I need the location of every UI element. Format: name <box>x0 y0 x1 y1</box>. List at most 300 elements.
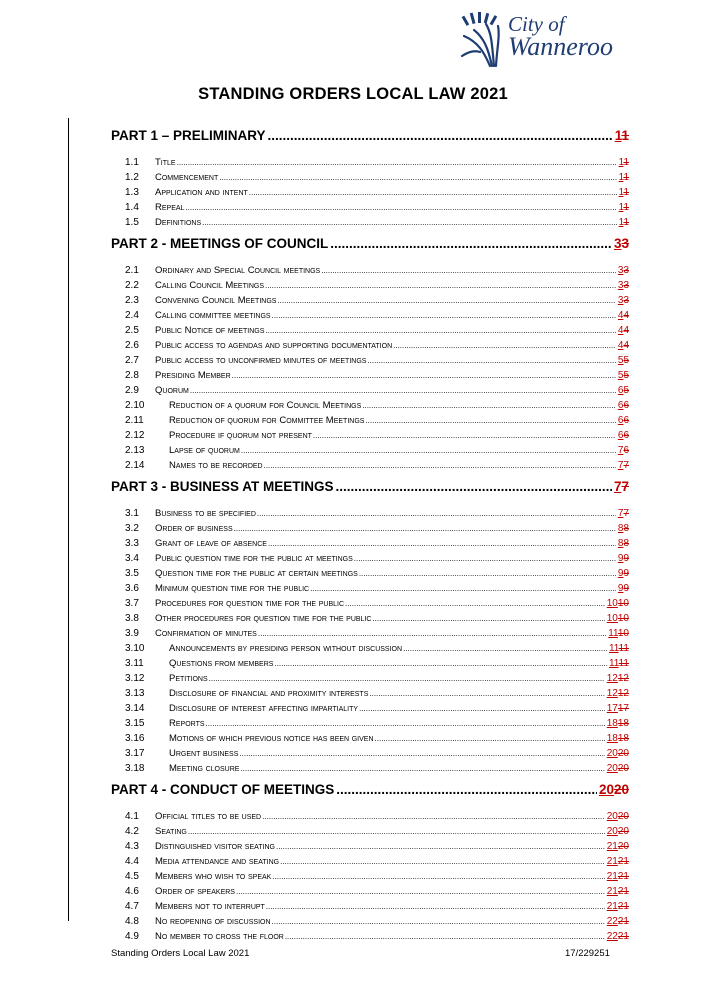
toc-entry-title: Media attendance and seating <box>155 856 280 867</box>
toc-entry-title: Reduction of quorum for Committee Meetings <box>169 415 365 426</box>
page-number-deleted: 10 <box>617 613 629 624</box>
page-number-deleted: 17 <box>617 703 629 714</box>
page-number-deleted: 12 <box>617 688 629 699</box>
toc-entry-title: Other procedures for question time for the public <box>155 613 372 624</box>
toc-entry-title: Repeal <box>155 202 185 213</box>
toc-entry[interactable] <box>125 308 629 323</box>
page-number <box>605 686 629 701</box>
toc-leader-dots <box>232 368 616 383</box>
toc-part-heading[interactable] <box>111 123 629 149</box>
page-number <box>605 611 629 626</box>
toc-leader-dots <box>190 383 616 398</box>
toc-entry[interactable] <box>125 716 629 731</box>
page-number-new: 20 <box>606 763 618 774</box>
page-number <box>616 536 629 551</box>
toc-entry[interactable] <box>125 581 629 596</box>
toc-leader-dots <box>272 914 605 929</box>
toc-leader-dots <box>257 506 616 521</box>
page-number-deleted: 20 <box>613 782 629 797</box>
revision-change-bar <box>68 118 69 921</box>
toc-entry-title: Official titles to be used <box>155 811 262 822</box>
toc-leader-dots <box>375 731 605 746</box>
page-number <box>616 398 629 413</box>
toc-entry-title: Order of speakers <box>155 886 235 897</box>
page-number-new: 8 <box>617 538 624 549</box>
toc-leader-dots <box>367 353 615 368</box>
page-number-deleted: 1 <box>623 172 629 183</box>
toc-leader-dots <box>359 701 605 716</box>
toc-entry[interactable] <box>125 353 629 368</box>
page-number <box>616 383 629 398</box>
page-number-deleted: 1 <box>623 202 629 213</box>
toc-entry[interactable] <box>125 170 629 185</box>
toc-entry-title: Confirmation of minutes <box>155 628 257 639</box>
toc-entry[interactable] <box>125 278 629 293</box>
page-number-new: 1 <box>618 187 624 198</box>
toc-entry[interactable] <box>125 869 629 884</box>
toc-entry-title: Procedure if quorum not present <box>169 430 312 441</box>
page-number <box>617 155 629 170</box>
toc-entry[interactable] <box>125 215 629 230</box>
toc-leader-dots <box>268 536 616 551</box>
toc-leader-dots <box>372 611 604 626</box>
page-number-new: 5 <box>617 355 624 366</box>
toc-entry-title: Lapse of quorum <box>169 445 240 456</box>
toc-leader-dots <box>330 231 612 257</box>
toc-entry[interactable] <box>125 686 629 701</box>
page-number-new: 18 <box>606 718 618 729</box>
page-number-deleted: 5 <box>623 355 629 366</box>
page-number-new: 21 <box>606 871 618 882</box>
toc-entry[interactable] <box>125 656 629 671</box>
logo-line-1: City of <box>508 12 565 36</box>
page-number <box>605 869 629 884</box>
page-number-new: 4 <box>617 310 624 321</box>
toc-entry-number: 3.11 <box>125 658 144 669</box>
toc-entry[interactable] <box>125 200 629 215</box>
toc-entry-title: Grant of leave of absence <box>155 538 267 549</box>
page-number-new: 8 <box>617 523 624 534</box>
toc-entry-title: Seating <box>155 826 187 837</box>
page-number <box>605 914 629 929</box>
toc-entry[interactable] <box>125 551 629 566</box>
page-number-new: 10 <box>606 613 618 624</box>
toc-leader-dots <box>266 899 605 914</box>
page-number <box>605 761 629 776</box>
page-number-new: 1 <box>618 217 624 228</box>
page-number <box>605 671 629 686</box>
page-number-new: 11 <box>608 643 619 654</box>
page-number-new: 1 <box>618 172 624 183</box>
toc-entry-number: 2.6 <box>125 340 139 351</box>
page-number-deleted: 3 <box>621 236 629 251</box>
page-number <box>612 474 629 500</box>
page-number-deleted: 3 <box>623 295 629 306</box>
page-number-new: 6 <box>617 430 624 441</box>
toc-entry[interactable] <box>125 839 629 854</box>
page-number-deleted: 8 <box>623 538 629 549</box>
toc-entry[interactable] <box>125 746 629 761</box>
page-number <box>607 641 629 656</box>
page-number <box>605 746 629 761</box>
toc-entry-number: 4.2 <box>125 826 139 837</box>
page-number-new: 1 <box>618 157 624 168</box>
toc-entry-title: Motions of which previous notice has been given <box>169 733 374 744</box>
page-number-deleted: 9 <box>623 583 629 594</box>
toc-entry-title: Definitions <box>155 217 202 228</box>
page-number <box>605 899 629 914</box>
page-number-new: 3 <box>617 265 624 276</box>
toc-entry-title: Title <box>155 157 176 168</box>
toc-part-heading[interactable] <box>111 231 629 257</box>
page-number-deleted: 18 <box>617 718 629 729</box>
toc-leader-dots <box>336 474 612 500</box>
toc-leader-dots <box>262 809 605 824</box>
toc-leader-dots <box>393 338 616 353</box>
toc-part-title: PART 2 - MEETINGS OF COUNCIL <box>111 236 329 251</box>
logo-line-2: Wanneroo <box>508 32 613 61</box>
toc-leader-dots <box>258 626 606 641</box>
toc-entry-number: 3.10 <box>125 643 145 654</box>
toc-entry-title: Question time for the public at certain meetings <box>155 568 358 579</box>
toc-entry[interactable] <box>125 914 629 929</box>
page-number <box>613 123 629 149</box>
toc-entry[interactable] <box>125 428 629 443</box>
page-number-new: 22 <box>606 916 618 927</box>
toc-leader-dots <box>280 854 605 869</box>
toc-entry-number: 1.4 <box>125 202 139 213</box>
page-number-deleted: 21 <box>617 916 629 927</box>
toc-entry[interactable] <box>125 293 629 308</box>
page-number-deleted: 1 <box>623 217 629 228</box>
page-number <box>607 656 629 671</box>
page-number-new: 9 <box>617 583 624 594</box>
toc-entry[interactable] <box>125 824 629 839</box>
toc-entry-number: 3.18 <box>125 763 145 774</box>
page-number <box>616 458 629 473</box>
toc-entry-title: Meeting closure <box>169 763 240 774</box>
toc-leader-dots <box>365 413 615 428</box>
toc-entry-title: Ordinary and Special Council meetings <box>155 265 321 276</box>
toc-leader-dots <box>241 443 616 458</box>
toc-leader-dots <box>209 671 605 686</box>
page-number-deleted: 20 <box>617 811 629 822</box>
page-number-deleted: 21 <box>617 856 629 867</box>
page-number-new: 20 <box>598 782 614 797</box>
toc-leader-dots <box>277 293 615 308</box>
toc-entry[interactable] <box>125 854 629 869</box>
page-number-new: 11 <box>608 628 618 639</box>
toc-leader-dots <box>188 824 605 839</box>
page-number-new: 9 <box>617 553 624 564</box>
page-number <box>616 581 629 596</box>
toc-entry-number: 2.10 <box>125 400 145 411</box>
wanneroo-flower-icon <box>460 12 506 68</box>
page-number-deleted: 6 <box>623 445 629 456</box>
toc-leader-dots <box>206 716 605 731</box>
toc-entry-title: No member to cross the floor <box>155 931 284 942</box>
page-number <box>605 716 629 731</box>
page-number-new: 12 <box>606 688 618 699</box>
footer-title: Standing Orders Local Law 2021 <box>111 948 250 959</box>
toc-leader-dots <box>313 428 616 443</box>
toc-entry-number: 1.5 <box>125 217 139 228</box>
page-number-new: 6 <box>617 400 624 411</box>
toc-leader-dots <box>265 278 616 293</box>
toc-entry-title: Minimum question time for the public <box>155 583 310 594</box>
toc-part-title: PART 4 - CONDUCT OF MEETINGS <box>111 782 335 797</box>
toc-entry-title: Reduction of a quorum for Council Meetings <box>169 400 362 411</box>
page-number-new: 3 <box>617 295 624 306</box>
page-number <box>616 308 629 323</box>
toc-entry[interactable] <box>125 323 629 338</box>
page-number <box>616 353 629 368</box>
toc-entry-number: 2.4 <box>125 310 139 321</box>
toc-entry[interactable] <box>125 536 629 551</box>
toc-entry[interactable] <box>125 701 629 716</box>
toc-entry[interactable] <box>125 185 629 200</box>
toc-leader-dots <box>185 200 616 215</box>
toc-entry[interactable] <box>125 155 629 170</box>
toc-entry[interactable] <box>125 443 629 458</box>
page-number-new: 20 <box>606 748 618 759</box>
toc-entry[interactable] <box>125 521 629 536</box>
toc-entry[interactable] <box>125 899 629 914</box>
toc-leader-dots <box>345 596 605 611</box>
toc-entry-number: 4.3 <box>125 841 139 852</box>
toc-entry[interactable] <box>125 611 629 626</box>
page-number-deleted: 20 <box>617 841 629 852</box>
toc-leader-dots <box>369 686 604 701</box>
page-number <box>616 566 629 581</box>
page-number-deleted: 20 <box>617 826 629 837</box>
page-number-deleted: 8 <box>623 523 629 534</box>
toc-entry-number: 3.13 <box>125 688 145 699</box>
page-number <box>616 368 629 383</box>
toc-entry-number: 2.3 <box>125 295 139 306</box>
toc-entry-number: 2.1 <box>125 265 139 276</box>
toc-leader-dots <box>321 263 616 278</box>
toc-entry[interactable] <box>125 809 629 824</box>
page-number-deleted: 1 <box>623 187 629 198</box>
toc-entry[interactable] <box>125 506 629 521</box>
toc-entry-title: Urgent business <box>169 748 239 759</box>
toc-entry-title: Presiding Member <box>155 370 231 381</box>
page-number <box>617 200 629 215</box>
page-number <box>605 701 629 716</box>
toc-leader-dots <box>264 458 616 473</box>
page-number-deleted: 6 <box>623 400 629 411</box>
toc-entry-title: Commencement <box>155 172 219 183</box>
toc-entry-number: 3.4 <box>125 553 139 564</box>
toc-entry-title: Public access to unconfirmed minutes of meetings <box>155 355 367 366</box>
toc-leader-dots <box>310 581 616 596</box>
page-number-new: 3 <box>613 236 622 251</box>
page-number-deleted: 21 <box>617 901 629 912</box>
toc-entry[interactable] <box>125 596 629 611</box>
toc-entry[interactable] <box>125 641 629 656</box>
page-number-deleted: 21 <box>617 871 629 882</box>
page-number <box>605 839 629 854</box>
page-number <box>605 824 629 839</box>
page-number-new: 9 <box>617 568 624 579</box>
page-number-deleted: 7 <box>623 508 629 519</box>
toc-leader-dots <box>265 323 615 338</box>
toc-entry-number: 3.5 <box>125 568 139 579</box>
page-number-new: 21 <box>606 901 618 912</box>
page-number <box>616 413 629 428</box>
toc-leader-dots <box>362 398 616 413</box>
toc-entry[interactable] <box>125 458 629 473</box>
toc-entry[interactable] <box>125 761 629 776</box>
toc-part-heading[interactable] <box>111 777 629 803</box>
page-number-new: 5 <box>617 370 624 381</box>
toc-entry-title: Questions from members <box>169 658 274 669</box>
page-number-new: 20 <box>606 826 618 837</box>
toc-leader-dots <box>272 869 604 884</box>
toc-entry[interactable] <box>125 884 629 899</box>
document-title: STANDING ORDERS LOCAL LAW 2021 <box>198 85 508 103</box>
toc-leader-dots <box>268 123 613 149</box>
toc-entry-title: Order of business <box>155 523 233 534</box>
page-number-deleted: 20 <box>617 748 629 759</box>
toc-entry-number: 3.9 <box>125 628 139 639</box>
toc-entry-number: 1.1 <box>125 157 139 168</box>
page-number-deleted: 11 <box>618 643 629 654</box>
toc-entry-number: 1.2 <box>125 172 139 183</box>
toc-entry-title: Procedures for question time for the public <box>155 598 345 609</box>
page-number-deleted: 6 <box>623 430 629 441</box>
toc-entry-title: Disclosure of financial and proximity interests <box>169 688 369 699</box>
toc-entry-number: 3.16 <box>125 733 145 744</box>
page-number-deleted: 7 <box>621 479 629 494</box>
toc-entry[interactable] <box>125 263 629 278</box>
page-number-new: 7 <box>617 508 624 519</box>
table-of-contents <box>111 122 629 944</box>
page-number <box>616 278 629 293</box>
page-number-deleted: 18 <box>617 733 629 744</box>
toc-entry-title: Members who wish to speak <box>155 871 272 882</box>
page-number-deleted: 21 <box>617 886 629 897</box>
toc-entry-number: 4.9 <box>125 931 139 942</box>
toc-leader-dots <box>354 551 616 566</box>
toc-entry-number: 3.12 <box>125 673 145 684</box>
page-number-deleted: 4 <box>623 340 629 351</box>
page-number-deleted: 5 <box>623 370 629 381</box>
page-number <box>616 551 629 566</box>
toc-entry-number: 2.8 <box>125 370 139 381</box>
toc-entry-title: Petitions <box>169 673 208 684</box>
toc-entry[interactable] <box>125 383 629 398</box>
toc-entry-number: 3.8 <box>125 613 139 624</box>
toc-entry-title: Announcements by presiding person without discussion <box>169 643 403 654</box>
page-number <box>616 338 629 353</box>
page-number-new: 6 <box>617 415 624 426</box>
page-number <box>616 263 629 278</box>
toc-entry[interactable] <box>125 413 629 428</box>
page-number <box>616 293 629 308</box>
page-number <box>605 731 629 746</box>
city-of-wanneroo-logo <box>460 12 700 72</box>
page-number-deleted: 7 <box>623 460 629 471</box>
page-number <box>617 185 629 200</box>
toc-entry[interactable] <box>125 338 629 353</box>
page-number <box>616 443 629 458</box>
toc-leader-dots <box>236 884 605 899</box>
page-number-deleted: 11 <box>618 658 629 669</box>
toc-leader-dots <box>359 566 616 581</box>
page-number-new: 21 <box>606 856 618 867</box>
toc-leader-dots <box>274 656 607 671</box>
page-number-new: 11 <box>608 658 619 669</box>
toc-entry[interactable] <box>125 398 629 413</box>
toc-entry-number: 4.6 <box>125 886 139 897</box>
toc-entry-title: Names to be recorded <box>169 460 263 471</box>
page-number-new: 4 <box>617 340 624 351</box>
page-number-new: 21 <box>606 841 618 852</box>
toc-entry-number: 4.5 <box>125 871 139 882</box>
page-number-deleted: 4 <box>623 325 629 336</box>
toc-leader-dots <box>239 746 604 761</box>
page-number-new: 1 <box>614 128 622 143</box>
toc-entry-number: 2.2 <box>125 280 139 291</box>
page-number-new: 10 <box>606 598 618 609</box>
page-number-new: 22 <box>606 931 618 942</box>
toc-entry-number: 2.13 <box>125 445 145 456</box>
toc-entry-number: 2.11 <box>125 415 144 426</box>
toc-entry-number: 2.14 <box>125 460 145 471</box>
toc-entry[interactable] <box>125 731 629 746</box>
page-number-deleted: 1 <box>623 157 629 168</box>
toc-entry[interactable] <box>125 626 629 641</box>
page-number-deleted: 9 <box>623 568 629 579</box>
toc-part-title: PART 3 - BUSINESS AT MEETINGS <box>111 479 334 494</box>
page-number-new: 12 <box>606 673 618 684</box>
page-number <box>616 506 629 521</box>
toc-entry-title: Application and intent <box>155 187 248 198</box>
toc-leader-dots <box>240 761 604 776</box>
toc-entry-title: Convening Council Meetings <box>155 295 277 306</box>
toc-entry-title: Public question time for the public at meetings <box>155 553 353 564</box>
toc-entry-number: 3.6 <box>125 583 139 594</box>
page-number <box>605 854 629 869</box>
toc-entry-number: 3.14 <box>125 703 145 714</box>
toc-entry[interactable] <box>125 368 629 383</box>
toc-entry[interactable] <box>125 929 629 944</box>
page-number-new: 6 <box>617 385 624 396</box>
toc-entry[interactable] <box>125 671 629 686</box>
page-number <box>605 929 629 944</box>
toc-entry-number: 2.5 <box>125 325 139 336</box>
toc-entry-title: Members not to interrupt <box>155 901 265 912</box>
toc-entry-number: 3.2 <box>125 523 139 534</box>
toc-entry-number: 3.3 <box>125 538 139 549</box>
toc-entry[interactable] <box>125 566 629 581</box>
page-number-deleted: 9 <box>623 553 629 564</box>
toc-entry-title: Disclosure of interest affecting impartiality <box>169 703 359 714</box>
page-number <box>616 428 629 443</box>
page-number-new: 7 <box>617 460 624 471</box>
toc-part-heading[interactable] <box>111 474 629 500</box>
toc-entry-number: 4.8 <box>125 916 139 927</box>
toc-entry-number: 3.7 <box>125 598 139 609</box>
page-number-deleted: 5 <box>623 385 629 396</box>
page-number-deleted: 4 <box>623 310 629 321</box>
page-number <box>616 323 629 338</box>
toc-leader-dots <box>249 185 617 200</box>
toc-entry-number: 2.9 <box>125 385 139 396</box>
page-number <box>616 521 629 536</box>
